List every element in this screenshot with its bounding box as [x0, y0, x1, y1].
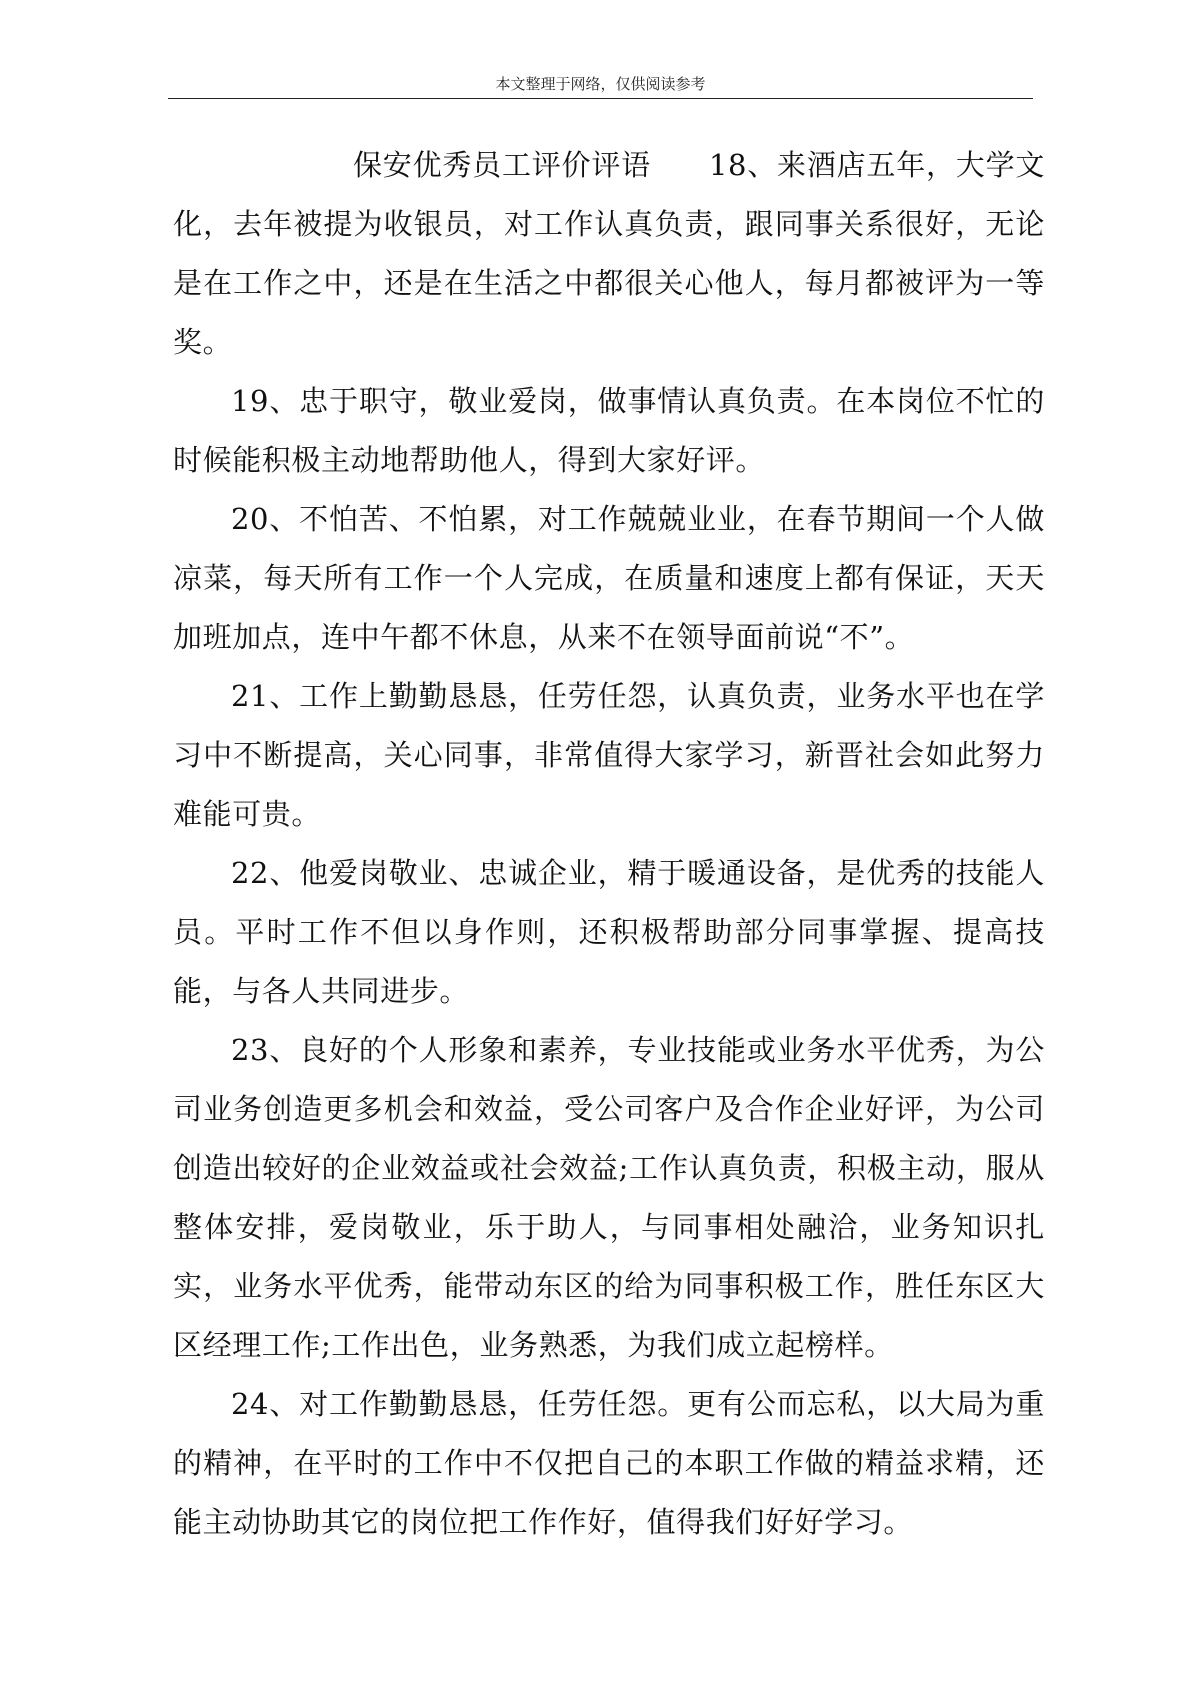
- paragraph-23: 23、良好的个人形象和素养，专业技能或业务水平优秀，为公司业务创造更多机会和效益，受公司客户及合作企业好评，为公司创造出较好的企业效益或社会效益;工作认真负责，积极主动，服从整体安排，爱岗敬业，乐于助人，与同事相处融洽，业务知识扎实，业务水平优秀，能带动东区的给为同事积极工作，胜任东区大区经理工作;工作出色，业务熟悉，为我们成立起榜样。: [173, 1033, 1045, 1362]
- paragraph-24: 24、对工作勤勤恳恳，任劳任怨。更有公而忘私，以大局为重的精神，在平时的工作中不仅把自己的本职工作做的精益求精，还能主动协助其它的岗位把工作作好，值得我们好好学习。: [173, 1387, 1045, 1539]
- paragraph-19: 19、忠于职守，敬业爱岗，做事情认真负责。在本岗位不忙的时候能积极主动地帮助他人，得到大家好评。: [173, 384, 1045, 477]
- document-title: 保安优秀员工评价评语: [353, 148, 651, 182]
- paragraph-22: 22、他爱岗敬业、忠诚企业，精于暖通设备，是优秀的技能人员。平时工作不但以身作则，还积极帮助部分同事掌握、提高技能，与各人共同进步。: [173, 856, 1045, 1008]
- header-divider: [168, 98, 1033, 99]
- paragraph-18: [173, 136, 1045, 372]
- document-body: [173, 136, 1045, 1552]
- paragraph-20: 20、不怕苦、不怕累，对工作兢兢业业，在春节期间一个人做凉菜，每天所有工作一个人完成，在质量和速度上都有保证，天天加班加点，连中午都不休息，从来不在领导面前说“不”。: [173, 502, 1045, 654]
- paragraph-21: 21、工作上勤勤恳恳，任劳任怨，认真负责，业务水平也在学习中不断提高，关心同事，非常值得大家学习，新晋社会如此努力难能可贵。: [173, 679, 1045, 831]
- page-header-note: 本文整理于网络，仅供阅读参考: [495, 75, 706, 93]
- paragraph-text: 18、来酒店五年，大学文化，去年被提为收银员，对工作认真负责，跟同事关系很好，无论是在工作之中，还是在生活之中都很关心他人，每月都被评为一等奖。: [173, 148, 1045, 359]
